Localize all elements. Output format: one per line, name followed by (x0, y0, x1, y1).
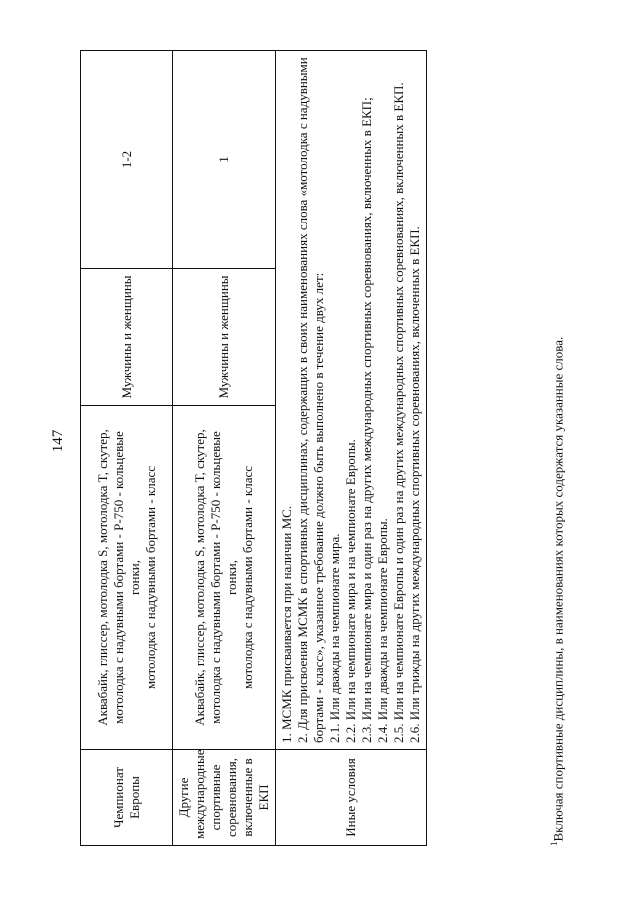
discipline-line: Аквабайк, глиссер, мотолодка S, мотолодка T, скутер, (94, 429, 110, 726)
places-cell: 1-2 (81, 51, 173, 269)
other-conditions-label: Иные условия (276, 750, 427, 846)
discipline-line: мотолодка с надувными бортами - класс (142, 465, 158, 690)
table-row (173, 51, 276, 846)
condition-item: 2.3. Или на чемпионате мира и один раз на других международных спортивных соревнованиях, включенных в ЕКП; (359, 97, 374, 743)
condition-item: 2.4. Или дважды на чемпионате Европы. (375, 518, 390, 743)
discipline-line: мотолодка с надувными бортами - P-750 - кольцевые (110, 431, 126, 724)
footnote-text: Включая спортивные дисциплины, в наименованиях которых содержатся указанные слова. (550, 336, 566, 842)
discipline-cell (173, 406, 276, 750)
footnote-mark: 1 (549, 841, 559, 846)
discipline-cell (81, 406, 173, 750)
places-cell: 1 (173, 51, 276, 269)
condition-item: 2. Для присвоения МСМК в спортивных дисциплинах, содержащих в своих наименованиях слова «мотолодка с надувными бортами - класс», указанное требование должно быть выполнено в течение двух лет: (295, 57, 326, 743)
condition-item: 2.1. Или дважды на чемпионате мира. (327, 533, 342, 743)
table-row (81, 51, 173, 846)
discipline-line: гонки, (126, 560, 142, 595)
discipline-line: гонки, (224, 560, 239, 595)
condition-item: 2.6. Или трижды на других международных спортивных соревнованиях, включенных в ЕКП. (407, 226, 422, 743)
page-number: 147 (50, 429, 66, 453)
table-row (276, 51, 427, 846)
footnote (546, 46, 566, 846)
rotated-page (40, 16, 600, 866)
condition-item: 2.5. Или на чемпионате Европы и один раз на других международных спортивных соревнованиях, включенных в ЕКП. (391, 82, 406, 743)
requirements-table (80, 50, 427, 846)
condition-item: 2.2. Или на чемпионате мира и на чемпионате Европы. (343, 439, 358, 743)
discipline-line: Аквабайк, глиссер, мотолодка S, мотолодка T, скутер, (192, 429, 207, 726)
gender-cell: Мужчины и женщины (173, 269, 276, 406)
condition-item: 1. МСМК присваивается при наличии МС. (279, 505, 294, 743)
competition-cell: Другие международные спортивные соревнования, включенные в ЕКП (173, 750, 276, 846)
discipline-line: мотолодка с надувными бортами - класс (240, 465, 255, 690)
gender-cell: Мужчины и женщины (81, 269, 173, 406)
discipline-line: мотолодка с надувными бортами - P-750 - кольцевые (208, 431, 223, 724)
competition-cell: Чемпионат Европы (81, 750, 173, 846)
other-conditions-cell (276, 51, 427, 750)
